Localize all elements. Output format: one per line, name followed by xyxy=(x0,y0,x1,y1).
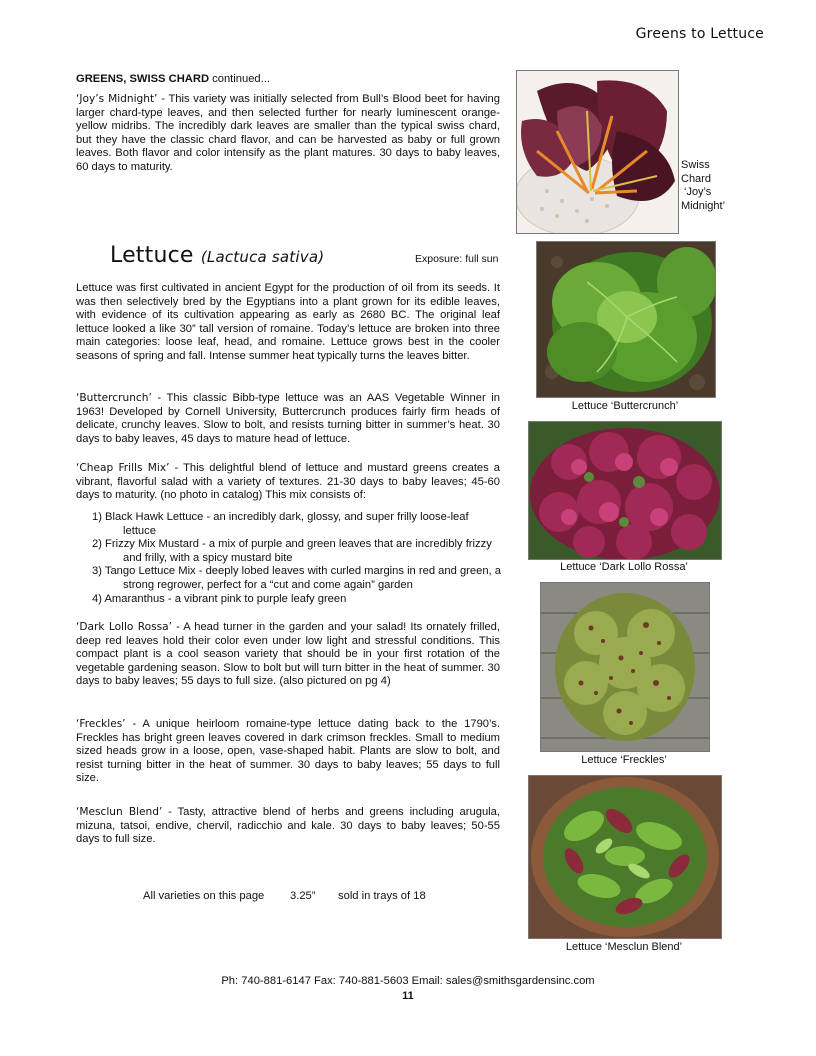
list-item: 3) Tango Lettuce Mix - deeply lobed leaves with curled margins in red and green, a strong regrower, perfect for a “cut and come again” garden xyxy=(92,565,501,591)
variety-name: ‘Buttercrunch’ xyxy=(76,392,152,404)
page-header-title: Greens to Lettuce xyxy=(635,26,764,42)
swiss-chard-photo xyxy=(516,70,679,234)
chard-heading-continued: continued... xyxy=(209,73,270,85)
lettuce-section-title xyxy=(110,243,324,268)
buttercrunch-caption: Lettuce ‘Buttercrunch’ xyxy=(571,400,679,412)
variety-name: ‘Freckles’ xyxy=(76,718,126,730)
caption-line: ‘Joy’s xyxy=(684,186,712,198)
lettuce-scientific-name: (Lactuca sativa) xyxy=(200,248,325,266)
variety-name: ‘Cheap Frills Mix’ xyxy=(76,462,170,474)
dark-lollo-rossa-caption: Lettuce ‘Dark Lollo Rossa’ xyxy=(560,561,688,573)
variety-text: - A unique heirloom romaine-type lettuce dating back to the 1790’s. Freckles has bright green leaves covered in dark crimson freckles. Small to medium sized heads grow in a loose, open, vase-shaped habit. Plants are slow to bolt, and resist turning bitter in the heat of summer. 30 days to baby leaves; 55 days to full size. xyxy=(76,718,500,785)
pricing-pot-size: 3.25” xyxy=(290,890,316,902)
pricing-tray-count: sold in trays of 18 xyxy=(338,890,426,902)
variety-text: - This variety was initially selected from Bull’s Blood beet for having larger chard-type leaves, and then selected further for nearly luminescent orange-yellow midribs. The incredibly dark leaves are smaller than the typical swiss chard, but they have the classic chard flavor, and can be harvested as baby or full grown leaves. Both flavor and color intensify as the plant matures. 30 days to baby leaves, 60 days to maturity. xyxy=(76,93,500,173)
variety-name: ‘Joy’s Midnight’ xyxy=(76,93,158,105)
variety-buttercrunch xyxy=(76,392,500,446)
chard-joys-midnight-description xyxy=(76,93,500,175)
variety-text: - Tasty, attractive blend of herbs and greens including arugula, mizuna, tatsoi, endive, chervil, radicchio and kale. 30 days to baby leaves; 50-55 days to full size. xyxy=(76,806,500,846)
pricing-label: All varieties on this page xyxy=(143,890,265,902)
mesclun-blend-illustration xyxy=(529,776,721,938)
variety-dark-lollo-rossa xyxy=(76,621,500,689)
variety-mesclun-blend xyxy=(76,806,500,847)
variety-name: ‘Mesclun Blend’ xyxy=(76,806,163,818)
chard-heading xyxy=(76,73,500,87)
exposure-note: Exposure: full sun xyxy=(415,253,499,265)
list-item: 2) Frizzy Mix Mustard - a mix of purple and green leaves that are incredibly frizzy and frilly, with a spicy mustard bite xyxy=(92,538,492,564)
caption-line: Swiss xyxy=(681,159,710,171)
dark-lollo-rossa-illustration xyxy=(529,422,721,559)
mesclun-blend-caption: Lettuce ‘Mesclun Blend’ xyxy=(565,941,683,953)
contact-footer: Ph: 740-881-6147 Fax: 740-881-5603 Email: sales@smithsgardensinc.com xyxy=(221,975,595,987)
variety-text: - This delightful blend of lettuce and mustard greens creates a vibrant, flavorful salad with a variety of textures. 21-30 days to baby leaves; 45-60 days to maturity. (no photo in catalog) This mix consists of: xyxy=(76,462,500,502)
caption-line: Midnight’ xyxy=(681,199,726,212)
lettuce-intro: Lettuce was first cultivated in ancient Egypt for the production of oil from its seeds. It was then selectively bred by the Egyptians into a plant grown for its edible leaves, with evidence of its cultivation appearing as early as 2680 BC. The original leaf lettuce looked a like 30” tall version of romaine. Today’s lettuce are broken into three main categories: loose leaf, head, and romaine. Lettuce grows best in the cooler seasons of spring and fall. Intense summer heat typically turns the leaves bitter. xyxy=(76,282,500,362)
variety-freckles xyxy=(76,718,500,786)
chard-heading-bold: GREENS, SWISS CHARD xyxy=(76,73,210,85)
freckles-illustration xyxy=(541,583,709,751)
variety-text: - A head turner in the garden and your salad! Its ornately frilled, deep red leaves hold their color even under low light and stressful conditions. This compact plant is a cool season variety that should be in your first rotation of the vegetable gardening season. Slow to bolt but will turn bitter in the heat of summer. 30 days to baby leaves; 55 days to full size. (also pictured on pg 4) xyxy=(76,621,500,688)
buttercrunch-photo xyxy=(536,241,716,398)
page-number: 11 xyxy=(402,990,414,1002)
swiss-chard-illustration xyxy=(517,71,678,233)
swiss-chard-caption xyxy=(681,159,725,213)
mix-components-list xyxy=(92,511,502,606)
caption-line: Chard xyxy=(681,172,711,185)
buttercrunch-illustration xyxy=(537,242,715,397)
dark-lollo-rossa-photo xyxy=(528,421,722,560)
variety-text: - This classic Bibb-type lettuce was an AAS Vegetable Winner in 1963! Developed by Cornell University, Buttercrunch produces fairly firm heads of delicate, crunchy leaves. Slow to bolt, and resists turning bitter in summer’s heat. 30 days to baby leaves, 45 days to mature head of lettuce. xyxy=(76,392,500,445)
list-item: 1) Black Hawk Lettuce - an incredibly dark, glossy, and super frilly loose-leaf lettuce xyxy=(92,511,469,537)
freckles-photo xyxy=(540,582,710,752)
mesclun-blend-photo xyxy=(528,775,722,939)
lettuce-title: Lettuce xyxy=(110,243,194,268)
variety-name: ‘Dark Lollo Rossa’ xyxy=(76,621,173,633)
freckles-caption: Lettuce ‘Freckles’ xyxy=(581,754,667,766)
variety-cheap-frills-mix xyxy=(76,462,500,503)
list-item: 4) Amaranthus - a vibrant pink to purple leafy green xyxy=(92,592,347,605)
